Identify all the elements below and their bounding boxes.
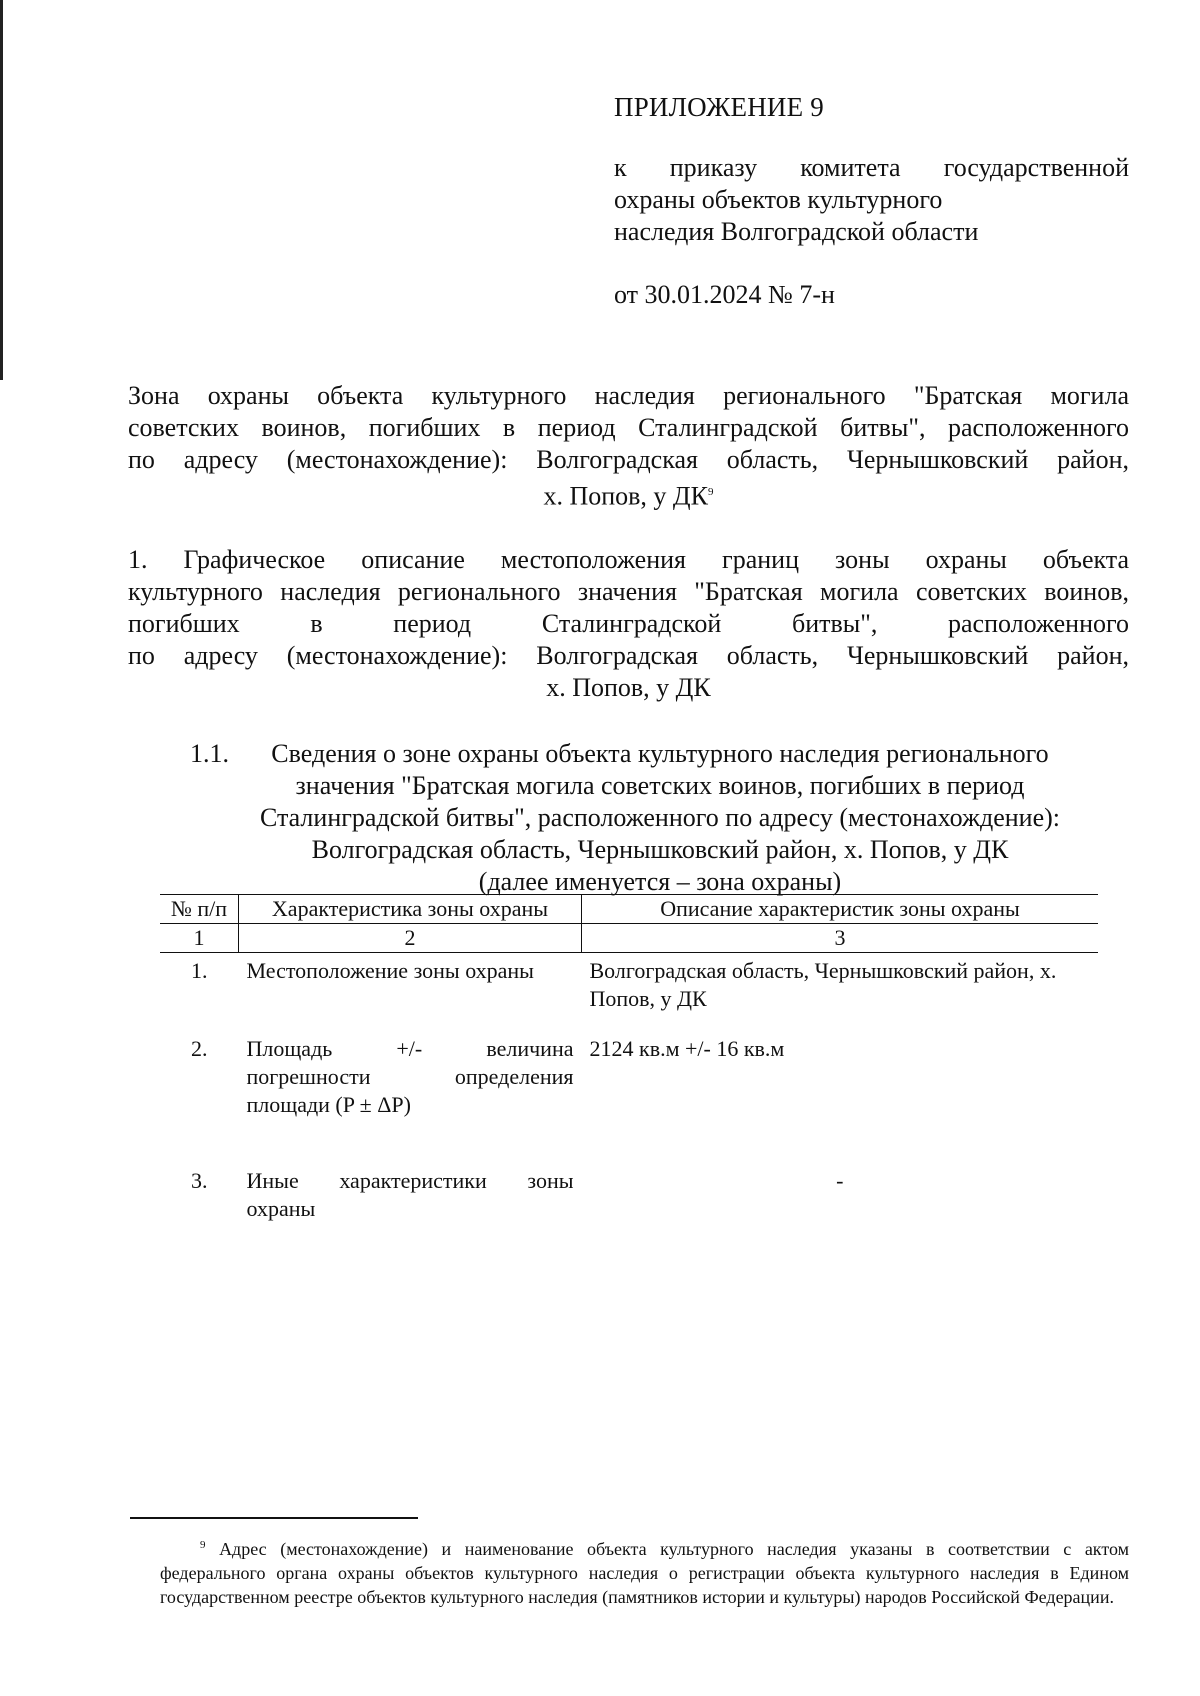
row-description-text: Волгоградская область, Чернышковский район, х. Попов, у ДК — [589, 958, 1057, 1011]
subsection-1-1-heading — [190, 738, 1130, 898]
subsection-line: Волгоградская область, Чернышковский район, х. Попов, у ДК — [311, 835, 1009, 864]
appendix-ref-line: охраны объектов культурного — [614, 185, 943, 214]
appendix-title: ПРИЛОЖЕНИЕ 9 — [614, 92, 824, 122]
footnote-separator — [130, 1517, 418, 1519]
footnote-text: Адрес (местонахождение) и наименование объекта культурного наследия указаны в соответствии с актом федерального органа охраны объектов культурного наследия о регистрации объекта культурного наследия в Едином государственном реестре объектов культурного наследия (памятников истории и культуры) народов Российской Федерации. — [160, 1539, 1129, 1607]
zone-title-line: по адресу (местонахождение): Волгоградская область, Чернышковский район, — [128, 445, 1129, 474]
footnote-reference: 9 — [708, 486, 714, 498]
row-description-text: - — [836, 1168, 844, 1193]
subsection-line: значения "Братская могила советских воинов, погибших в период — [295, 771, 1025, 800]
order-date-number: от 30.01.2024 № 7-н — [614, 280, 835, 309]
zone-title-line: Зона охраны объекта культурного наследия регионального "Братская могила — [128, 381, 1129, 410]
subsection-line: (далее именуется – зона охраны) — [478, 867, 842, 896]
row-characteristic: Иные характеристики зоны охраны — [246, 1168, 574, 1221]
table-column-numbers-row — [160, 924, 1098, 953]
appendix-ref-line: наследия Волгоградской области — [614, 217, 979, 246]
column-number: 2 — [239, 924, 582, 953]
subsection-number: 1.1. — [190, 739, 229, 768]
section-1-line: погибших в период Сталинградской битвы", расположенного — [128, 609, 1129, 638]
zone-characteristics-table — [160, 894, 1098, 1241]
section-1-line: культурного наследия регионального значения "Братская могила советских воинов, — [128, 577, 1129, 606]
table-row — [160, 953, 1098, 1032]
section-1-line: х. Попов, у ДК — [546, 673, 711, 702]
footnote-mark: 9 — [200, 1539, 206, 1551]
table-row — [160, 1031, 1098, 1163]
column-number: 3 — [582, 924, 1099, 953]
header-description: Описание характеристик зоны охраны — [582, 895, 1099, 924]
row-description — [582, 1163, 1099, 1241]
subsection-line: Сведения о зоне охраны объекта культурного наследия регионального — [271, 739, 1049, 768]
appendix-ref-line: к приказу комитета государственной — [614, 153, 1129, 182]
row-characteristic: Площадь +/- величина погрешности определения площади (P ± ΔP) — [246, 1036, 574, 1117]
row-number: 1. — [191, 958, 208, 983]
section-1-line: по адресу (местонахождение): Волгоградская область, Чернышковский район, — [128, 641, 1129, 670]
column-number: 1 — [160, 924, 239, 953]
zone-title — [128, 380, 1129, 513]
row-characteristic: Местоположение зоны охраны — [246, 958, 534, 983]
subsection-line: Сталинградской битвы", расположенного по адресу (местонахождение): — [259, 803, 1061, 832]
header-characteristic: Характеристика зоны охраны — [239, 895, 582, 924]
zone-title-line: советских воинов, погибших в период Сталинградской битвы", расположенного — [128, 413, 1129, 442]
row-description — [582, 1031, 1099, 1163]
section-1-line: 1. Графическое описание местоположения границ зоны охраны объекта — [128, 545, 1129, 574]
section-1-heading — [128, 544, 1129, 704]
table-header-row — [160, 895, 1098, 924]
scan-edge-mark — [0, 0, 3, 380]
zone-title-line — [128, 476, 1129, 513]
row-number: 3. — [191, 1168, 208, 1193]
table-row — [160, 1163, 1098, 1241]
zone-title-address-end: х. Попов, у ДК — [543, 481, 709, 511]
footnote — [160, 1533, 1129, 1609]
row-number: 2. — [191, 1036, 208, 1061]
row-description — [582, 953, 1099, 1032]
header-number: № п/п — [160, 895, 239, 924]
row-description-text: 2124 кв.м +/- 16 кв.м — [589, 1036, 785, 1061]
appendix-reference — [614, 152, 1129, 248]
